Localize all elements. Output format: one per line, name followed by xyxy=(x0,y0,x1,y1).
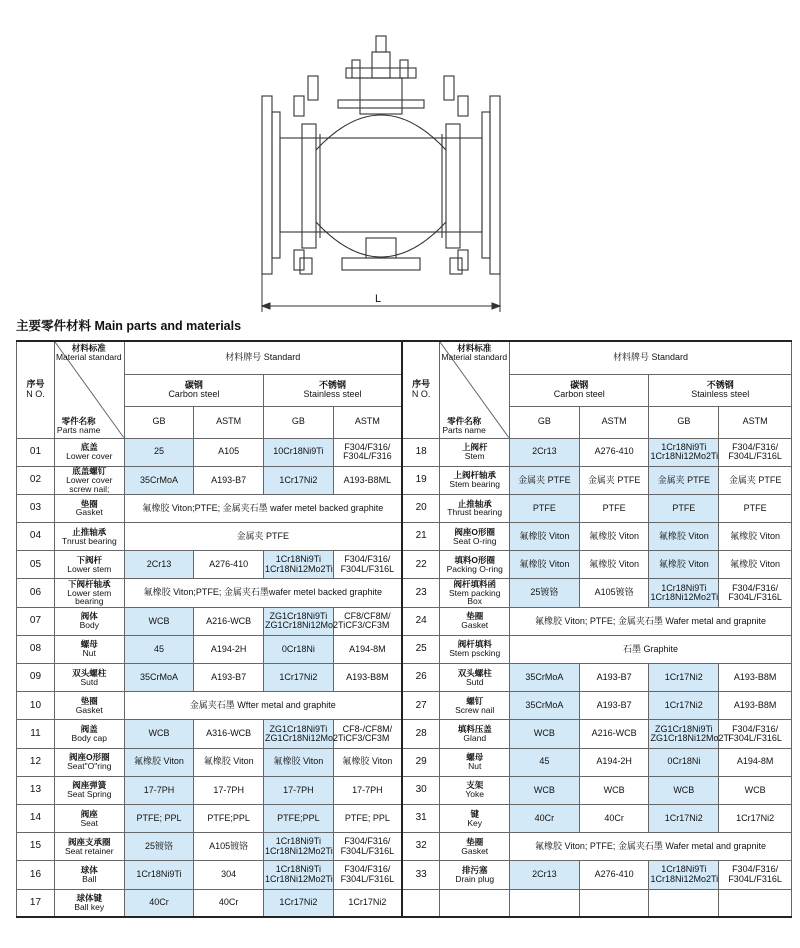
header-diagonal: 材料标准 Material standard 零件名称 Parts name xyxy=(54,341,124,438)
part-name-zh: 螺母 xyxy=(80,639,98,650)
material-stainless-gb: 0Cr18Ni xyxy=(649,748,719,776)
header-gb: GB xyxy=(124,406,194,438)
part-name-en: Lower cover xyxy=(66,451,113,462)
part-name-en: Gasket xyxy=(75,507,103,518)
row-number: 25 xyxy=(402,635,440,663)
material-carbon-astm: A193-B7 xyxy=(579,692,649,720)
material-stainless-astm: 氟橡胶 Viton xyxy=(719,523,792,551)
material-stainless-gb: 1Cr18Ni9Ti 1Cr18Ni12Mo2Ti xyxy=(264,861,334,889)
part-name-zh: 阀杆填料 xyxy=(457,639,492,650)
part-name-en: Body xyxy=(79,620,99,631)
material-carbon-astm: A193-B7 xyxy=(194,466,264,494)
part-name xyxy=(54,466,124,494)
part-name-zh: 键 xyxy=(470,808,479,819)
section-heading: 主要零件材料 Main parts and materials xyxy=(16,319,242,333)
material-stainless-astm: A193-B8ML xyxy=(333,466,402,494)
part-name-zh: 垫圈 xyxy=(80,695,98,706)
material-stainless-astm: F304/F316/ F304L/F316L xyxy=(719,438,792,466)
material-carbon-gb: 氟橡胶 Viton xyxy=(510,551,580,579)
material-carbon-gb: WCB xyxy=(510,776,580,804)
table-row xyxy=(17,833,792,861)
material-carbon-gb: 35CrMoA xyxy=(124,466,194,494)
part-name-zh: 球体键 xyxy=(76,892,103,903)
row-number: 09 xyxy=(17,664,55,692)
part-name-zh: 阀座O形圈 xyxy=(68,752,110,763)
material-stainless-astm: F304/F316/ F304L/F316L xyxy=(719,579,792,607)
part-name xyxy=(440,720,510,748)
material-carbon-gb: 45 xyxy=(124,635,194,663)
material-stainless-gb: 1Cr17Ni2 xyxy=(264,466,334,494)
part-name-zh: 底盖 xyxy=(80,442,98,453)
row-number: 23 xyxy=(402,579,440,607)
material-stainless-astm: A193-B8M xyxy=(719,692,792,720)
part-name-zh: 双头螺柱 xyxy=(457,667,492,678)
table-row xyxy=(17,579,792,607)
part-name-zh: 阀座 xyxy=(80,808,98,819)
material-carbon-astm: 17-7PH xyxy=(194,776,264,804)
table-row xyxy=(17,692,792,720)
material-stainless-gb: 1Cr18Ni9Ti 1Cr18Ni12Mo2Ti xyxy=(649,861,719,889)
material-carbon-astm: PTFE;PPL xyxy=(194,804,264,832)
material-carbon-gb: 35CrMoA xyxy=(510,664,580,692)
part-name-en: Seat retainer xyxy=(64,845,114,856)
material-merged: 氟橡胶 Viton; PTFE; 金属夹石墨 Wafer metal and grapnite xyxy=(510,833,792,861)
material-carbon-gb: 25镀铬 xyxy=(124,833,194,861)
material-carbon-gb: 25 xyxy=(124,438,194,466)
material-carbon-astm: 氟橡胶 Viton xyxy=(579,551,649,579)
material-carbon-gb: 1Cr18Ni9Ti xyxy=(124,861,194,889)
material-stainless-astm: F304/F316/ F304L/F316L xyxy=(333,833,402,861)
material-stainless-gb: PTFE;PPL xyxy=(264,804,334,832)
part-name-en: Yoke xyxy=(465,789,484,800)
header-diagonal: 材料标准 Material standard 零件名称 Parts name xyxy=(440,341,510,438)
row-number xyxy=(402,889,440,917)
part-name-zh: 阀杆填料函 xyxy=(453,578,496,589)
material-stainless-gb: WCB xyxy=(649,776,719,804)
part-name-en: Stem pscking xyxy=(449,648,501,659)
material-stainless-astm: PTFE xyxy=(719,494,792,522)
material-stainless-gb: 1Cr18Ni9Ti 1Cr18Ni12Mo2Ti xyxy=(264,833,334,861)
part-name xyxy=(440,833,510,861)
material-carbon-astm: A193-B7 xyxy=(579,664,649,692)
material-carbon-gb: PTFE; PPL xyxy=(124,804,194,832)
part-name xyxy=(440,579,510,607)
part-name-en: Gasket xyxy=(461,620,489,631)
material-carbon-gb: 2Cr13 xyxy=(510,438,580,466)
part-name-zh: 上阀杆 xyxy=(461,442,488,453)
part-name xyxy=(440,804,510,832)
row-number: 16 xyxy=(17,861,55,889)
material-stainless-gb: ZG1Cr18Ni9Ti ZG1Cr18Ni12Mo2Ti xyxy=(264,720,334,748)
material-carbon-astm: 金属夹 PTFE xyxy=(579,466,649,494)
part-name-en: Stem packing Box xyxy=(448,587,501,607)
part-name-zh: 球体 xyxy=(80,864,98,875)
part-name-en: Sutd xyxy=(80,676,99,687)
part-name-zh: 底盖螺钉 xyxy=(72,465,107,476)
row-number: 11 xyxy=(17,720,55,748)
row-number: 33 xyxy=(402,861,440,889)
part-name-en: Stem xyxy=(464,451,485,462)
header-astm: ASTM xyxy=(333,406,402,438)
part-name-en: Ball key xyxy=(74,901,105,912)
row-number: 05 xyxy=(17,551,55,579)
material-stainless-gb: 1Cr18Ni9Ti 1Cr18Ni12Mo2Ti xyxy=(649,438,719,466)
material-stainless-astm: 1Cr17Ni2 xyxy=(333,889,402,917)
material-stainless-astm xyxy=(719,889,792,917)
material-carbon-gb: WCB xyxy=(510,720,580,748)
table-row xyxy=(17,861,792,889)
material-stainless-astm: A194-8M xyxy=(333,635,402,663)
material-stainless-gb xyxy=(649,889,719,917)
part-name-en: Lower stem xyxy=(67,563,112,574)
row-number: 31 xyxy=(402,804,440,832)
header-gb: GB xyxy=(510,406,580,438)
part-name-en: Seat"O"ring xyxy=(67,761,112,772)
material-carbon-astm: A194-2H xyxy=(194,635,264,663)
material-stainless-astm: 1Cr17Ni2 xyxy=(719,804,792,832)
part-name-en: Stem bearing xyxy=(449,479,500,490)
part-name xyxy=(54,438,124,466)
material-stainless-gb: 10Cr18Ni9Ti xyxy=(264,438,334,466)
part-name xyxy=(440,494,510,522)
part-name-en: Sutd xyxy=(465,676,484,687)
part-name-en: Gasket xyxy=(461,845,489,856)
part-name xyxy=(440,776,510,804)
row-number: 15 xyxy=(17,833,55,861)
table-row xyxy=(17,494,792,522)
row-number: 06 xyxy=(17,579,55,607)
material-carbon-astm: A105 xyxy=(194,438,264,466)
material-carbon-astm: A105镀铬 xyxy=(194,833,264,861)
material-carbon-gb: 氟橡胶 Viton xyxy=(124,748,194,776)
part-name xyxy=(440,748,510,776)
material-carbon-gb: 2Cr13 xyxy=(510,861,580,889)
table-row xyxy=(17,804,792,832)
header-stainless: 不锈钢 Stainless steel xyxy=(649,374,792,406)
material-merged: 氟橡胶 Viton;PTFE; 金属夹石墨 wafer metel backed graphite xyxy=(124,494,402,522)
part-name-zh: 下阀杆轴承 xyxy=(68,578,111,589)
header-gb: GB xyxy=(649,406,719,438)
row-number: 03 xyxy=(17,494,55,522)
material-carbon-gb: 35CrMoA xyxy=(510,692,580,720)
part-name-en: Packing O-ring xyxy=(446,563,503,574)
material-merged: 石墨 Graphite xyxy=(510,635,792,663)
material-carbon-astm: A193-B7 xyxy=(194,664,264,692)
row-number: 28 xyxy=(402,720,440,748)
part-name xyxy=(54,607,124,635)
material-stainless-astm: A194-8M xyxy=(719,748,792,776)
part-name xyxy=(440,523,510,551)
material-carbon-astm: 40Cr xyxy=(194,889,264,917)
material-stainless-astm: 金属夹 PTFE xyxy=(719,466,792,494)
part-name xyxy=(54,861,124,889)
header-carbon: 碳钢 Carbon steel xyxy=(510,374,649,406)
material-stainless-gb: 1Cr17Ni2 xyxy=(264,889,334,917)
material-carbon-gb xyxy=(510,889,580,917)
material-merged: 氟橡胶 Viton; PTFE; 金属夹石墨 Wafer metal and grapnite xyxy=(510,607,792,635)
row-number: 13 xyxy=(17,776,55,804)
material-carbon-astm: A276-410 xyxy=(579,438,649,466)
part-name-zh: 垫圈 xyxy=(466,836,484,847)
part-name-en: Body cap xyxy=(71,732,107,743)
material-merged: 金属夹石墨 Wfter metal and graphite xyxy=(124,692,402,720)
material-stainless-gb: 1Cr17Ni2 xyxy=(264,664,334,692)
material-stainless-gb: 1Cr17Ni2 xyxy=(649,664,719,692)
material-stainless-gb: ZG1Cr18Ni9Ti ZG1Cr18Ni12Mo2Ti xyxy=(264,607,334,635)
part-name-zh: 填料压盖 xyxy=(457,724,492,735)
part-name xyxy=(54,748,124,776)
material-carbon-astm: A216-WCB xyxy=(194,607,264,635)
part-name-en: Lower cover screw nail; xyxy=(66,474,113,494)
material-stainless-gb: 氟橡胶 Viton xyxy=(649,523,719,551)
material-stainless-astm: CF8-/CF8M/ CF3/CF3M xyxy=(333,720,402,748)
material-carbon-gb: WCB xyxy=(124,720,194,748)
row-number: 26 xyxy=(402,664,440,692)
table-row xyxy=(17,607,792,635)
material-carbon-astm: A194-2H xyxy=(579,748,649,776)
material-stainless-astm: F304/F316/ F304L/F316L xyxy=(719,861,792,889)
material-stainless-gb: 1Cr18Ni9Ti 1Cr18Ni12Mo2Ti xyxy=(649,579,719,607)
material-stainless-gb: PTFE xyxy=(649,494,719,522)
row-number: 12 xyxy=(17,748,55,776)
material-carbon-astm: PTFE xyxy=(579,494,649,522)
row-number: 02 xyxy=(17,466,55,494)
material-stainless-astm: WCB xyxy=(719,776,792,804)
row-number: 01 xyxy=(17,438,55,466)
row-number: 04 xyxy=(17,523,55,551)
part-name-en: Drain plug xyxy=(455,873,495,884)
part-name-zh: 上阀杆轴承 xyxy=(453,470,496,481)
header-astm: ASTM xyxy=(719,406,792,438)
part-name-en: Screw nail xyxy=(455,704,495,715)
part-name-en: Nut xyxy=(468,761,482,772)
row-number: 07 xyxy=(17,607,55,635)
table-row xyxy=(17,438,792,466)
material-carbon-astm: A105镀铬 xyxy=(579,579,649,607)
part-name xyxy=(54,664,124,692)
material-merged: 氟橡胶 Viton;PTFE; 金属夹石墨wafer metel backed graphite xyxy=(124,579,402,607)
part-name-zh: 阀座弹簧 xyxy=(72,780,107,791)
material-carbon-astm: A216-WCB xyxy=(579,720,649,748)
part-name xyxy=(440,692,510,720)
part-name-en: Lower stem bearing xyxy=(67,587,112,607)
part-name-zh: 阀体 xyxy=(80,611,98,622)
material-carbon-astm: A276-410 xyxy=(194,551,264,579)
header-brand: 材料牌号 Standard xyxy=(124,341,402,374)
table-row xyxy=(17,466,792,494)
material-stainless-astm: A193-B8M xyxy=(719,664,792,692)
row-number: 27 xyxy=(402,692,440,720)
part-name xyxy=(440,889,510,917)
table-row xyxy=(17,551,792,579)
part-name xyxy=(440,466,510,494)
material-carbon-gb: 35CrMoA xyxy=(124,664,194,692)
material-carbon-astm xyxy=(579,889,649,917)
material-stainless-gb: 17-7PH xyxy=(264,776,334,804)
part-name-zh: 止推轴承 xyxy=(457,498,492,509)
part-name-zh: 螺钉 xyxy=(466,695,484,706)
row-number: 08 xyxy=(17,635,55,663)
material-carbon-gb: 25镀铬 xyxy=(510,579,580,607)
material-carbon-gb: 40Cr xyxy=(124,889,194,917)
material-stainless-astm: 17-7PH xyxy=(333,776,402,804)
row-number: 32 xyxy=(402,833,440,861)
material-stainless-astm: PTFE; PPL xyxy=(333,804,402,832)
material-carbon-astm: 氟橡胶 Viton xyxy=(579,523,649,551)
material-stainless-astm: F304/F316/ F304L/F316 xyxy=(333,438,402,466)
part-name-zh: 下阀杆 xyxy=(76,554,103,565)
row-number: 17 xyxy=(17,889,55,917)
table-row xyxy=(17,635,792,663)
part-name-zh: 双头螺柱 xyxy=(72,667,107,678)
material-stainless-gb: 1Cr17Ni2 xyxy=(649,804,719,832)
material-stainless-gb: ZG1Cr18Ni9Ti ZG1Cr18Ni12Mo2Ti xyxy=(649,720,719,748)
row-number: 30 xyxy=(402,776,440,804)
part-name xyxy=(440,438,510,466)
part-name xyxy=(440,551,510,579)
part-name-en: Gland xyxy=(463,732,487,743)
material-carbon-gb: WCB xyxy=(124,607,194,635)
material-carbon-gb: 17-7PH xyxy=(124,776,194,804)
row-number: 20 xyxy=(402,494,440,522)
part-name-en: Seat Spring xyxy=(67,789,112,800)
part-name-en: Key xyxy=(467,817,483,828)
part-name-zh: 垫圈 xyxy=(466,611,484,622)
part-name xyxy=(54,720,124,748)
part-name-zh: 支架 xyxy=(466,780,484,791)
material-carbon-astm: A316-WCB xyxy=(194,720,264,748)
material-stainless-astm: 氟橡胶 Viton xyxy=(719,551,792,579)
material-carbon-gb: 45 xyxy=(510,748,580,776)
material-carbon-astm: WCB xyxy=(579,776,649,804)
part-name xyxy=(54,551,124,579)
material-carbon-gb: 氟橡胶 Viton xyxy=(510,523,580,551)
table-row xyxy=(17,889,792,917)
material-carbon-astm: 304 xyxy=(194,861,264,889)
part-name xyxy=(54,635,124,663)
material-carbon-astm: 40Cr xyxy=(579,804,649,832)
table-row xyxy=(17,523,792,551)
header-no: 序号 N O. xyxy=(17,341,55,438)
part-name-zh: 排污塞 xyxy=(461,864,488,875)
row-number: 24 xyxy=(402,607,440,635)
table-row xyxy=(17,748,792,776)
part-name-zh: 阀座O形圈 xyxy=(454,526,496,537)
material-stainless-gb: 氟橡胶 Viton xyxy=(649,551,719,579)
header-gb: GB xyxy=(264,406,334,438)
row-number: 19 xyxy=(402,466,440,494)
part-name xyxy=(54,523,124,551)
part-name-zh: 阀座支承圈 xyxy=(68,836,111,847)
header-astm: ASTM xyxy=(579,406,649,438)
materials-table xyxy=(16,340,792,918)
row-number: 22 xyxy=(402,551,440,579)
part-name-en: Ball xyxy=(82,873,97,884)
material-stainless-gb: 1Cr18Ni9Ti 1Cr18Ni12Mo2Ti xyxy=(264,551,334,579)
table-row xyxy=(17,776,792,804)
header-no: 序号 N O. xyxy=(402,341,440,438)
row-number: 29 xyxy=(402,748,440,776)
part-name-en: Seat O-ring xyxy=(452,535,497,546)
material-carbon-astm: 氟橡胶 Viton xyxy=(194,748,264,776)
part-name xyxy=(54,494,124,522)
part-name xyxy=(54,833,124,861)
dimension-label: L xyxy=(375,293,382,305)
part-name-en: Gasket xyxy=(75,704,103,715)
part-name-en: Nut xyxy=(82,648,96,659)
material-stainless-gb: 金属夹 PTFE xyxy=(649,466,719,494)
table-row xyxy=(17,664,792,692)
row-number: 18 xyxy=(402,438,440,466)
valve-drawing xyxy=(0,0,800,315)
material-carbon-astm: A276-410 xyxy=(579,861,649,889)
part-name xyxy=(440,607,510,635)
part-name xyxy=(54,692,124,720)
part-name-zh: 螺母 xyxy=(466,752,484,763)
material-carbon-gb: 2Cr13 xyxy=(124,551,194,579)
material-stainless-gb: 0Cr18Ni xyxy=(264,635,334,663)
part-name xyxy=(440,664,510,692)
part-name xyxy=(54,804,124,832)
material-stainless-astm: CF8/CF8M/ CF3/CF3M xyxy=(333,607,402,635)
row-number: 10 xyxy=(17,692,55,720)
header-brand: 材料牌号 Standard xyxy=(510,341,792,374)
part-name-zh: 阀盖 xyxy=(80,724,98,735)
table-row xyxy=(17,720,792,748)
part-name xyxy=(440,861,510,889)
material-stainless-astm: F304/F316/ F304L/F316L xyxy=(719,720,792,748)
header-carbon: 碳钢 Carbon steel xyxy=(124,374,263,406)
part-name-en: Seat xyxy=(80,817,99,828)
material-stainless-astm: A193-B8M xyxy=(333,664,402,692)
material-carbon-gb: 金属夹 PTFE xyxy=(510,466,580,494)
material-stainless-astm: 氟橡胶 Viton xyxy=(333,748,402,776)
header-stainless: 不锈钢 Stainless steel xyxy=(264,374,402,406)
part-name-zh: 止推轴承 xyxy=(72,526,107,537)
part-name xyxy=(440,635,510,663)
row-number: 21 xyxy=(402,523,440,551)
material-stainless-gb: 1Cr17Ni2 xyxy=(649,692,719,720)
material-carbon-gb: PTFE xyxy=(510,494,580,522)
part-name-zh: 填料O形圈 xyxy=(454,554,496,565)
material-stainless-gb: 氟橡胶 Viton xyxy=(264,748,334,776)
part-name-en: Thrust bearing xyxy=(447,507,503,518)
material-carbon-gb: 40Cr xyxy=(510,804,580,832)
part-name-zh: 垫圈 xyxy=(80,498,98,509)
material-merged: 金属夹 PTFE xyxy=(124,523,402,551)
header-astm: ASTM xyxy=(194,406,264,438)
part-name xyxy=(54,889,124,917)
row-number: 14 xyxy=(17,804,55,832)
material-stainless-astm: F304/F316/ F304L/F316L xyxy=(333,861,402,889)
material-stainless-astm: F304/F316/ F304L/F316L xyxy=(333,551,402,579)
part-name xyxy=(54,776,124,804)
part-name-en: Tnrust bearing xyxy=(61,535,117,546)
part-name xyxy=(54,579,124,607)
